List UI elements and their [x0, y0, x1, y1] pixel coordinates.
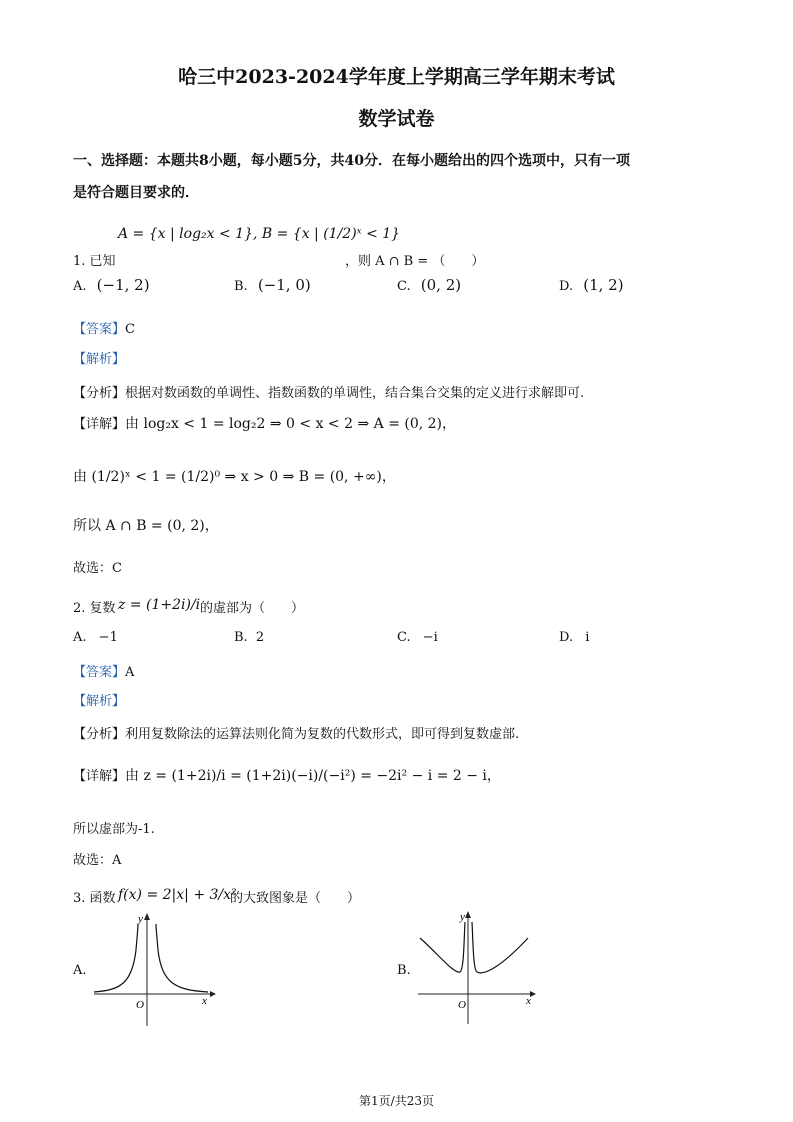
- q2-detail-line2: 所以虚部为-1.: [73, 822, 155, 837]
- q3-graph-b-x-label: x: [526, 995, 531, 1007]
- q3-graph-b-y-arrow: [465, 911, 471, 918]
- q2-number: 2. 复数: [73, 601, 116, 616]
- q1-option-d-value: (1, 2): [583, 276, 624, 294]
- q3-graph-a-x-label: x: [202, 995, 207, 1007]
- q2-option-c[interactable]: [397, 630, 438, 645]
- q1-option-b[interactable]: [234, 276, 311, 294]
- q3-graph-b-origin: O: [458, 999, 466, 1011]
- q2-fenxi-tag: 【分析】: [73, 727, 126, 742]
- q1-fenxi: [73, 382, 584, 401]
- page-number: 第1页/共23页: [359, 1094, 434, 1108]
- q1-fenxi-tag: 【分析】: [73, 386, 126, 401]
- q2-option-d[interactable]: [559, 630, 589, 645]
- q2-option-c-value: −i: [422, 630, 438, 645]
- q3-graph-a-origin: O: [136, 999, 144, 1011]
- section-heading-line2: 是符合题目要求的．: [73, 185, 199, 201]
- q1-detail: [73, 413, 456, 433]
- q2-option-c-label: C.: [397, 630, 411, 645]
- q3-graph-b-left-branch: [420, 922, 465, 972]
- q3-graph-a-y-label: y: [138, 913, 143, 925]
- q3-graph-b-y-label: y: [460, 911, 465, 923]
- q1-conclusion: 故选：C: [73, 561, 122, 576]
- q2-fenxi-text: 利用复数除法的运算法则化简为复数的代数形式，即可得到复数虚部.: [125, 727, 520, 742]
- q2-option-a[interactable]: [73, 630, 118, 645]
- q2-detail-line1: 由 z = (1+2i)/i = (1+2i)(−i)/(−i²) = −2i² − i = 2 − i，: [125, 768, 501, 784]
- q1-option-b-value: (−1, 0): [257, 276, 311, 294]
- q2-fenxi: [73, 723, 519, 742]
- section-heading-line1: 一、选择题：本题共8小题，每小题5分，共40分．在每小题给出的四个选项中，只有一项: [73, 153, 630, 169]
- q3-expression: f(x) = 2|x| + 3/x²: [118, 887, 237, 903]
- q2-option-b-label: B.: [234, 630, 248, 645]
- q2-expression: z = (1+2i)/i: [118, 597, 201, 613]
- q1-answer-value: C: [125, 322, 135, 337]
- q3-graph-b-x-arrow: [530, 991, 536, 997]
- q2-option-d-value: i: [585, 630, 590, 645]
- q1-detail-line3: 所以 A ∩ B = (0, 2)，: [73, 518, 219, 534]
- q3-graph-a-right-branch: [156, 924, 208, 992]
- q1-option-c[interactable]: [397, 276, 461, 294]
- q3-question: 的大致图象是（ ）: [230, 891, 361, 906]
- q2-detail-tag: 【详解】: [73, 769, 126, 784]
- q1-option-a[interactable]: [73, 276, 150, 294]
- q2-question: 的虚部为（ ）: [200, 601, 305, 616]
- q1-option-d-label: D.: [559, 279, 574, 294]
- q1-question: ，则 A ∩ B = （ ）: [345, 254, 485, 269]
- q2-option-a-value: −1: [98, 630, 118, 645]
- q3-graph-b[interactable]: [414, 908, 544, 1028]
- q1-answer: [73, 318, 135, 337]
- q2-option-b[interactable]: [234, 630, 264, 645]
- q1-number: 1. 已知: [73, 254, 116, 269]
- q3-number: 3. 函数: [73, 891, 116, 906]
- page-title: 哈三中2023-2024学年度上学期高三学年期末考试: [178, 66, 615, 88]
- q2-option-a-label: A.: [73, 630, 87, 645]
- page-subtitle: 数学试卷: [358, 108, 435, 130]
- q2-analysis-tag: 【解析】: [73, 694, 126, 709]
- q3-graph-a[interactable]: [90, 910, 220, 1030]
- q2-conclusion: 故选：A: [73, 853, 122, 868]
- q3-graph-a-left-branch: [94, 924, 138, 992]
- q1-answer-tag: 【答案】: [73, 322, 126, 337]
- q1-fenxi-text: 根据对数函数的单调性、指数函数的单调性，结合集合交集的定义进行求解即可.: [125, 386, 585, 401]
- q3-graph-a-x-arrow: [210, 991, 216, 997]
- q1-option-d[interactable]: [559, 276, 624, 294]
- q1-detail-line2: 由 (1/2)ˣ < 1 = (1/2)⁰ ⇒ x > 0 ⇒ B = (0, +∞)，: [73, 469, 396, 485]
- q1-analysis-tag: 【解析】: [73, 352, 126, 367]
- q1-detail-line1: 由 log₂x < 1 = log₂2 ⇒ 0 < x < 2 ⇒ A = (0, 2)，: [125, 416, 457, 432]
- q2-answer: [73, 661, 134, 680]
- q1-option-a-label: A.: [73, 279, 87, 294]
- q2-answer-tag: 【答案】: [73, 665, 126, 680]
- q3-graph-b-right-branch: [472, 922, 528, 973]
- q2-answer-value: A: [125, 665, 135, 680]
- q2-option-d-label: D.: [559, 630, 574, 645]
- q1-detail-tag: 【详解】: [73, 417, 126, 432]
- q1-option-c-value: (0, 2): [420, 276, 462, 294]
- q3-graph-a-y-arrow: [144, 913, 150, 920]
- q1-option-b-label: B.: [234, 279, 248, 294]
- q3-option-a-label[interactable]: A.: [73, 963, 87, 978]
- q1-set-definition: A = {x | log₂x < 1}, B = {x | (1/2)ˣ < 1}: [118, 226, 401, 242]
- q2-option-b-value: 2: [255, 630, 265, 645]
- q1-option-a-value: (−1, 2): [96, 276, 150, 294]
- q2-detail: [73, 765, 501, 785]
- q1-option-c-label: C.: [397, 279, 411, 294]
- q3-option-b-label[interactable]: B.: [397, 963, 411, 978]
